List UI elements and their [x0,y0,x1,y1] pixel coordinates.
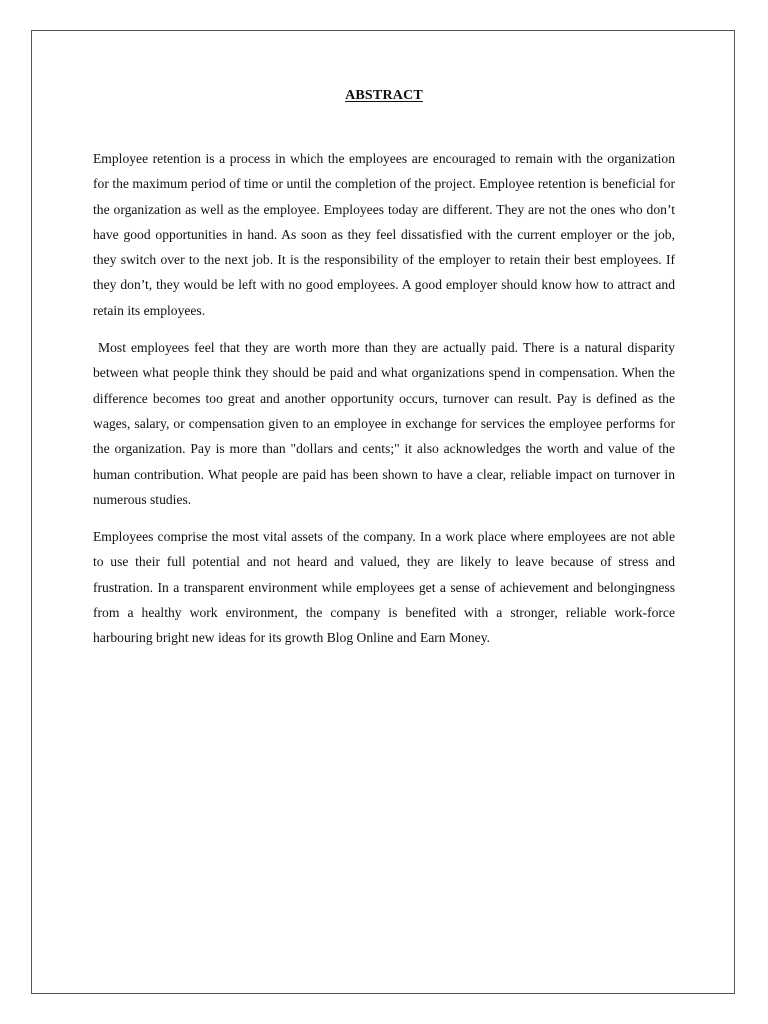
paragraph-1: Employee retention is a process in which the employees are encouraged to remain with the organization for the maximum period of time or until the completion of the project. Employee retention is beneficial for the organization as well as the employee. Employees today are different. They are not the ones who don’t have good opportunities in hand. As soon as they feel dissatisfied with the current employer or the job, they switch over to the next job. It is the responsibility of the employer to retain their best employees. If they don’t, they would be left with no good employees. A good employer should know how to attract and retain its employees. [93,151,675,318]
paragraph-2: Most employees feel that they are worth more than they are actually paid. There is a natural disparity between what people think they should be paid and what organizations spend in compensation. When the difference becomes too great and another opportunity occurs, turnover can result. Pay is defined as the wages, salary, or compensation given to an employee in exchange for services the employee performs for the organization. Pay is more than "dollars and cents;" it also acknowledges the worth and value of the human contribution. What people are paid has been shown to have a clear, reliable impact on turnover in numerous studies. [93,340,675,507]
paragraph-3: Employees comprise the most vital assets of the company. In a work place where employees are not able to use their full potential and not heard and valued, they are likely to leave because of stress and frustration. In a transparent environment while employees get a sense of achievement and belongingness from a healthy work environment, the company is benefited with a stronger, reliable work-force harbouring bright new ideas for its growth Blog Online and Earn Money. [93,529,675,646]
document-title: ABSTRACT [345,88,423,103]
document-body [93,86,675,651]
